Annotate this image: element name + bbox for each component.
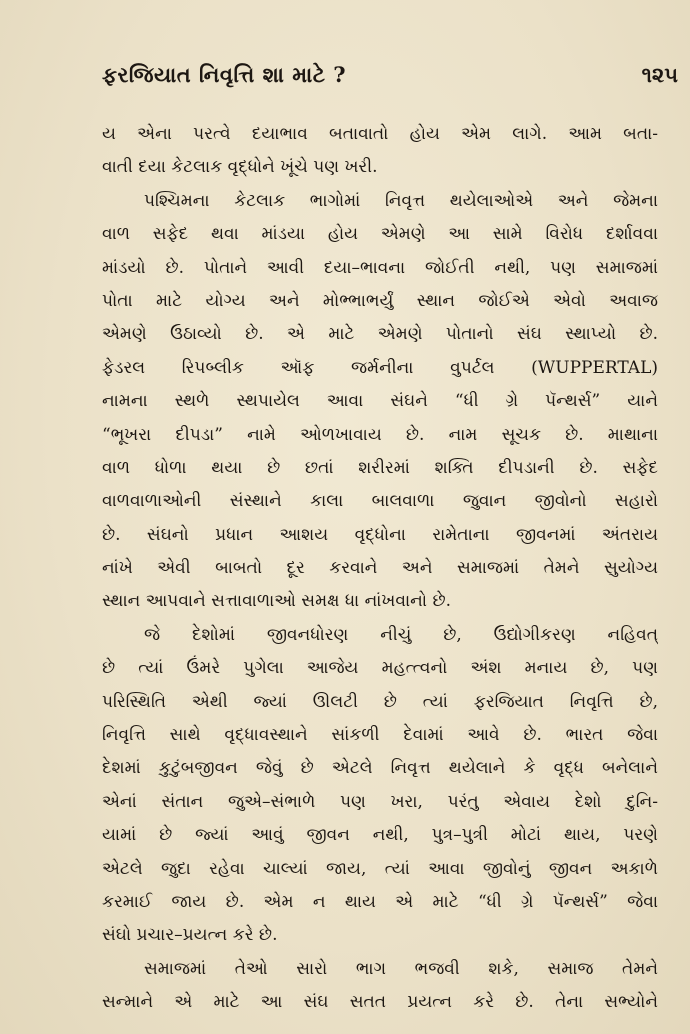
text-line: માંડયો છે. પોતાને આવી દયા–ભાવના જોઈતી નથી, પણ સમાજમાં [102,257,658,278]
text-line: યામાં છે જ્યાં આવું જીવન નથી, પુત્ર–પુત્રી મોટાં થાય, પરણે [102,825,658,846]
text-line: પોતા માટે યોગ્ય અને મોભ્ભાભર્યું સ્થાન જોઈએ એવો અવાજ [102,290,658,311]
text-line: છે ત્યાં ઉંમરે પુગેલા આજેય મહત્ત્વનો અંશ મનાય છે, પણ [102,658,658,679]
text-line: નાંખે એવી બાબતો દૂર કરવાને અને સમાજમાં તેમને સુયોગ્ય [102,558,658,579]
text-line: નામના સ્થળે સ્થપાયેલ આવા સંઘને “ધી ગ્રે પૅન્થર્સ” યાને [102,391,658,412]
text-line: જે દેશોમાં જીવનધોરણ નીચું છે, ઉદ્યોગીકરણ નહિવત્ [144,624,658,645]
running-header [102,62,678,96]
text-line: એટલે જુદા રહેવા ચાલ્યાં જાય, ત્યાં આવા જીવોનું જીવન અકાળે [102,858,658,879]
text-line: નિવૃત્તિ સાથે વૃદ્ધાવસ્થાને સાંકળી દેવામાં આવે છે. ભારત જેવા [102,725,658,746]
text-line: કરમાઈ જાય છે. એમ ન થાય એ માટે “ધી ગ્રે પૅન્થર્સ” જેવા [102,891,658,912]
text-line: ય એના પરત્વે દયાભાવ બતાવાતો હોય એમ લાગે. આમ બતા- [102,124,658,144]
text-line: પશ્ચિમના કેટલાક ભાગોમાં નિવૃત્ત થયેલાઓએ અને જેમના [144,190,658,211]
text-line: વાળ ધોળા થયા છે છતાં શરીરમાં શક્તિ દીપડાની છે. સફેદ [102,457,658,478]
body-text [102,118,658,1020]
text-line: એમણે ઉઠાવ્યો છે. એ માટે એમણે પોતાનો સંઘ સ્થાપ્યો છે. [102,324,658,345]
text-line: “ભૂખરા દીપડા” નામે ઓળખાવાય છે. નામ સૂચક છે. માથાના [102,424,658,445]
text-line: દેશમાં કુટુંબજીવન જેવું છે એટલે નિવૃત્ત થયેલાને કે વૃદ્ધ બનેલાને [102,758,658,779]
text-line: સંઘો પ્રચાર–પ્રયત્ન કરે છે. [102,925,278,946]
page-number: ૧૨૫ [641,62,678,87]
text-line: સમાજમાં તેઓ સારો ભાગ ભજવી શકે, સમાજ તેમને [144,958,658,979]
text-line: વાળવાળાઓની સંસ્થાને કાલા બાલવાળા જુવાન જીવોનો સહારો [102,491,658,512]
chapter-title: ફરજિયાત નિવૃત્તિ શા માટે ? [102,62,347,87]
text-line: પરિસ્થિતિ એથી જ્યાં ઊલટી છે ત્યાં ફરજિયાત નિવૃત્તિ છે, [102,691,658,712]
text-line: ફેડરલ રિપબ્લીક ઑફ જર્મનીના વુપર્ટલ (WUPPERTAL) [102,357,658,378]
text-line: એનાં સંતાન જુએ–સંભાળે પણ ખરા, પરંતુ એવાય દેશો દુનિ- [102,791,658,812]
text-line: સ્થાન આપવાને સત્તાવાળાઓ સમક્ષ ધા નાંખવાનો છે. [102,591,452,612]
text-line: વાતી દયા કેટલાક વૃદ્ધોને ખૂંચે પણ ખરી. [102,157,378,178]
text-line: વાળ સફેદ થવા માંડયા હોય એમણે આ સામે વિરોધ દર્શાવવા [102,224,658,245]
text-line: સન્માને એ માટે આ સંઘ સતત પ્રયત્ન કરે છે. તેના સભ્યોને [102,992,658,1013]
text-line: છે. સંઘનો પ્રધાન આશય વૃદ્ધોના રામેતાના જીવનમાં અંતરાય [102,524,658,545]
